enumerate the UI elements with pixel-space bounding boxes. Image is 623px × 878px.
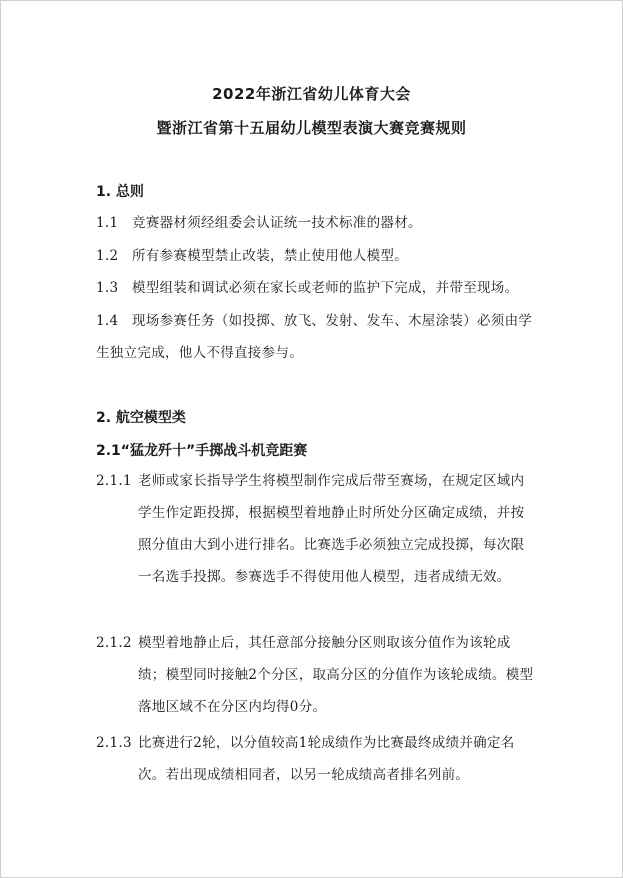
rule-1-3: [96, 272, 536, 304]
rule-text: 现场参赛任务（如投掷、放飞、发射、发车、木屋涂装）必须由学生独立完成，他人不得直接参与。: [96, 313, 533, 361]
document-title-line-2: 暨浙江省第十五届幼儿模型表演大赛竞赛规则: [156, 119, 467, 137]
rule-2-1-1: [96, 465, 536, 593]
rule-number: 2.1.1: [96, 473, 132, 489]
section-2-1-heading: 2.1“猛龙歼十”手掷战斗机竞距赛: [96, 443, 308, 459]
rule-2-1-3: [96, 727, 536, 791]
rule-number: 2.1.2: [96, 635, 132, 651]
rule-1-2: [96, 240, 536, 272]
section-1-heading: 1. 总则: [96, 184, 144, 200]
rule-text: 老师或家长指导学生将模型制作完成后带至赛场，在规定区域内学生作定距投掷，根据模型着地静止时所处分区确定成绩，并按照分值由大到小进行排名。比赛选手必须独立完成投掷，每次限一名选手投掷。参赛选手不得使用他人模型，违者成绩无效。: [138, 473, 525, 585]
rule-number: 2.1.3: [96, 735, 132, 751]
rule-number: 1.2: [96, 248, 119, 264]
rule-text: 模型组装和调试必须在家长或老师的监护下完成，并带至现场。: [132, 280, 519, 296]
rule-text: 比赛进行2轮，以分值较高1轮成绩作为比赛最终成绩并确定名次。若出现成绩相同者，以另一轮成绩高者排名列前。: [138, 735, 515, 783]
rule-text: 竞赛器材须经组委会认证统一技术标准的器材。: [132, 215, 422, 231]
section-2-heading: 2. 航空模型类: [96, 410, 186, 426]
rule-text: 所有参赛模型禁止改装，禁止使用他人模型。: [132, 248, 408, 264]
rule-number: 1.1: [96, 215, 119, 231]
rule-2-1-2: [96, 627, 536, 723]
document-title-line-1: 2022年浙江省幼儿体育大会: [212, 85, 411, 103]
rule-1-1: [96, 207, 536, 239]
rule-1-4: [96, 305, 536, 369]
rule-number: 1.3: [96, 280, 119, 296]
rule-text: 模型着地静止后，其任意部分接触分区则取该分值作为该轮成绩；模型同时接触2个分区，取高分区的分值作为该轮成绩。模型落地区域不在分区内均得0分。: [138, 635, 534, 715]
rule-number: 1.4: [96, 313, 119, 329]
